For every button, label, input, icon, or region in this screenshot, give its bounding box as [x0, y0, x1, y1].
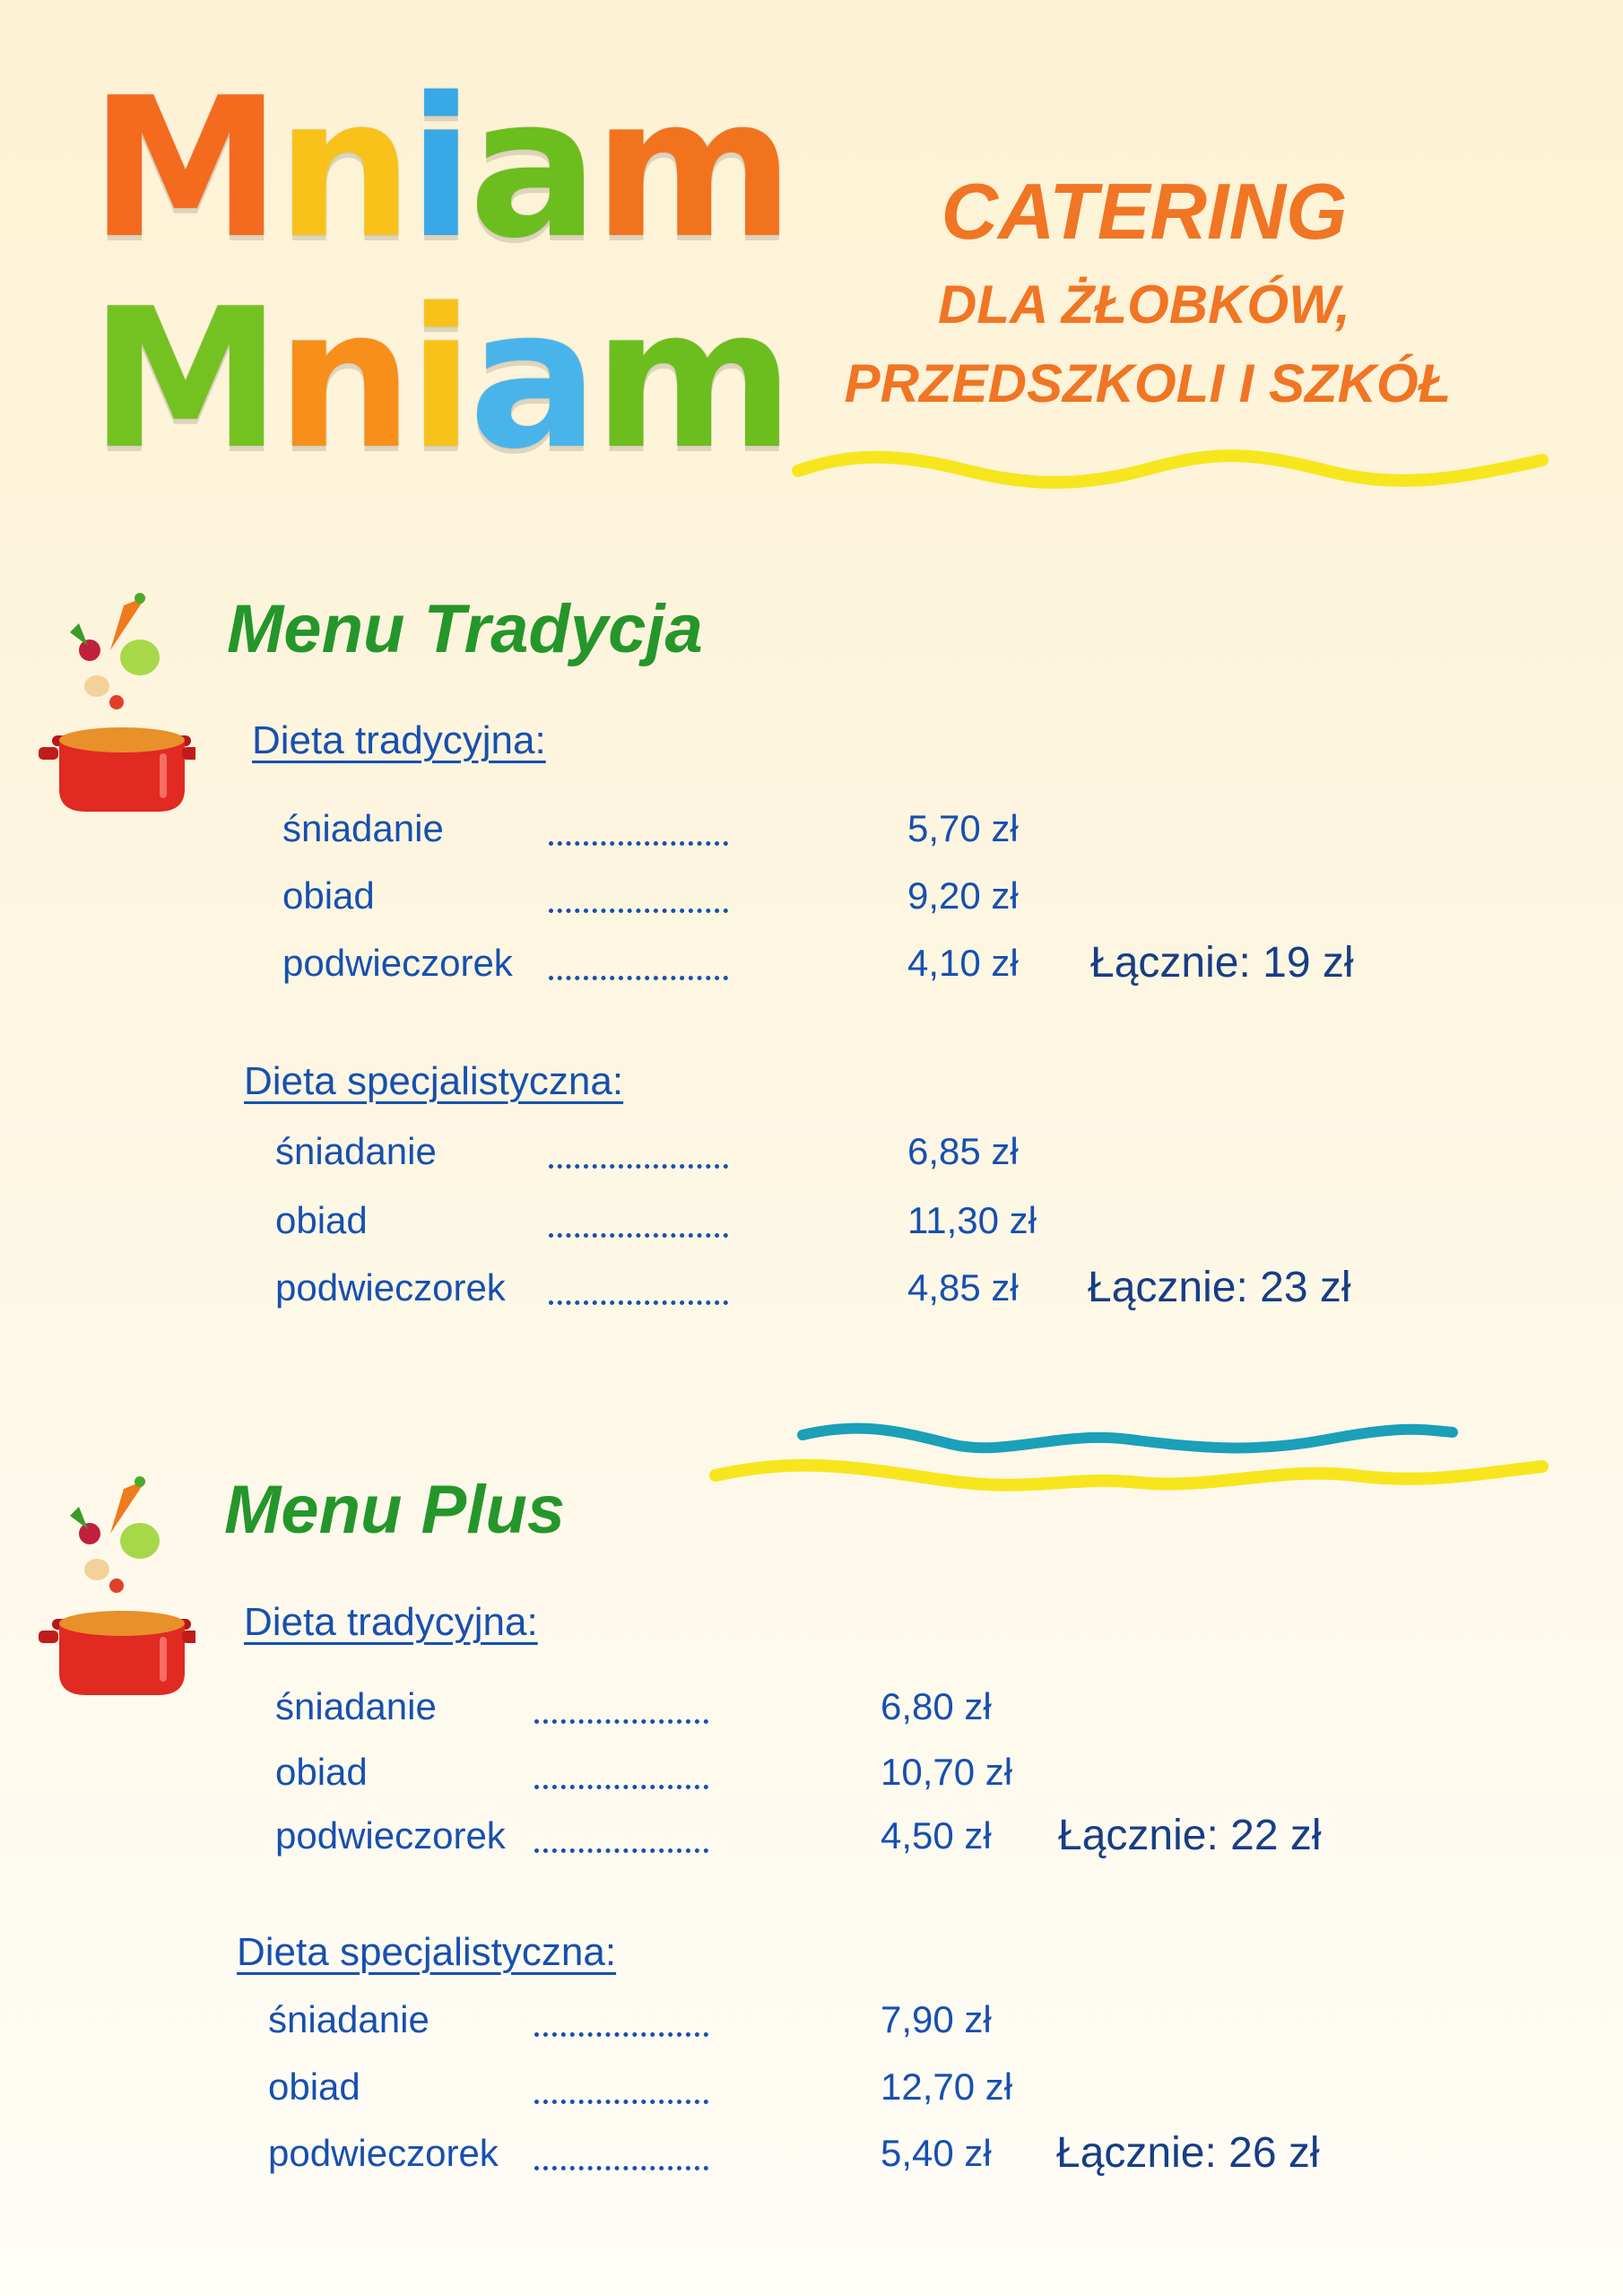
meal-price: 6,85 zł: [907, 1130, 1019, 1172]
yellow-wave-decoration: [789, 444, 1551, 498]
dotted-leader: [534, 2091, 708, 2104]
price-row: [0, 1194, 1623, 1248]
meal-name: śniadanie: [282, 807, 444, 849]
diet-total: Łącznie: 26 zł: [1056, 2129, 1320, 2177]
dotted-leader: [549, 967, 728, 980]
price-row: [0, 936, 1623, 990]
logo-letter: n: [275, 56, 409, 281]
dotted-leader: [534, 1839, 708, 1853]
soup-pot-icon: [34, 1471, 195, 1700]
diet-heading: Dieta tradycyjna:: [252, 718, 546, 762]
logo-letter: M: [90, 56, 276, 281]
menu-title: Menu Plus: [224, 1472, 566, 1548]
dotted-leader: [534, 2023, 708, 2037]
diet-total: Łącznie: 22 zł: [1058, 1812, 1322, 1859]
dotted-leader: [549, 900, 728, 913]
logo-letter: m: [593, 266, 789, 491]
meal-price: 7,90 zł: [881, 1998, 992, 2040]
yellow-wave-decoration-2: [708, 1448, 1551, 1511]
logo-letter: i: [408, 266, 469, 491]
price-row: [0, 1125, 1623, 1178]
logo-line-1: [90, 56, 789, 281]
meal-price: 10,70 zł: [881, 1751, 1013, 1793]
meal-price: 9,20 zł: [907, 874, 1019, 917]
diet-total: Łącznie: 19 zł: [1090, 939, 1354, 987]
meal-name: obiad: [275, 1751, 368, 1793]
price-row: [0, 869, 1623, 923]
price-row: [0, 802, 1623, 856]
meal-name: podwieczorek: [275, 1814, 506, 1857]
dotted-leader: [534, 2157, 708, 2170]
meal-name: śniadanie: [275, 1685, 437, 1727]
dotted-leader: [549, 1155, 728, 1169]
meal-price: 4,10 zł: [907, 942, 1019, 984]
price-row: [0, 1745, 1623, 1799]
diet-total: Łącznie: 23 zł: [1088, 1264, 1351, 1311]
header-title: CATERING: [941, 167, 1348, 256]
dotted-leader: [549, 832, 728, 846]
logo-letter: a: [468, 56, 594, 281]
dotted-leader: [534, 1710, 708, 1724]
diet-heading: Dieta specjalistyczna:: [237, 1930, 617, 1974]
logo-letter: n: [275, 266, 409, 491]
menu-title: Menu Tradycja: [227, 591, 703, 667]
logo-letter: m: [593, 56, 789, 281]
price-row: [0, 1993, 1623, 2047]
header-subtitle-1: DLA ŻŁOBKÓW,: [938, 274, 1350, 335]
price-row: [0, 2126, 1623, 2180]
meal-price: 12,70 zł: [881, 2066, 1013, 2108]
meal-name: obiad: [275, 1199, 368, 1241]
meal-name: podwieczorek: [282, 942, 513, 984]
price-row: [0, 1261, 1623, 1315]
dotted-leader: [534, 1776, 708, 1789]
price-row: [0, 1809, 1623, 1863]
meal-price: 4,85 zł: [907, 1266, 1019, 1309]
meal-name: śniadanie: [275, 1130, 437, 1172]
meal-name: obiad: [268, 2066, 360, 2108]
logo-letter: i: [408, 56, 469, 281]
logo-letter: a: [468, 266, 594, 491]
price-row: [0, 2060, 1623, 2114]
logo-letter: M: [90, 266, 276, 491]
meal-price: 6,80 zł: [881, 1685, 992, 1727]
meal-name: śniadanie: [268, 1998, 430, 2040]
meal-price: 4,50 zł: [881, 1814, 992, 1857]
meal-price: 5,40 zł: [881, 2132, 992, 2174]
diet-heading: Dieta tradycyjna:: [244, 1600, 538, 1644]
logo-line-2: [90, 266, 789, 491]
meal-name: podwieczorek: [268, 2132, 499, 2174]
meal-name: podwieczorek: [275, 1266, 506, 1309]
header-subtitle-2: PRZEDSZKOLI I SZKÓŁ: [844, 353, 1452, 413]
meal-price: 11,30 zł: [907, 1199, 1037, 1241]
price-row: [0, 1680, 1623, 1734]
dotted-leader: [549, 1292, 728, 1305]
diet-heading: Dieta specjalistyczna:: [244, 1059, 624, 1103]
meal-price: 5,70 zł: [907, 807, 1019, 849]
dotted-leader: [549, 1224, 728, 1238]
soup-pot-icon: [34, 587, 195, 816]
meal-name: obiad: [282, 874, 375, 917]
